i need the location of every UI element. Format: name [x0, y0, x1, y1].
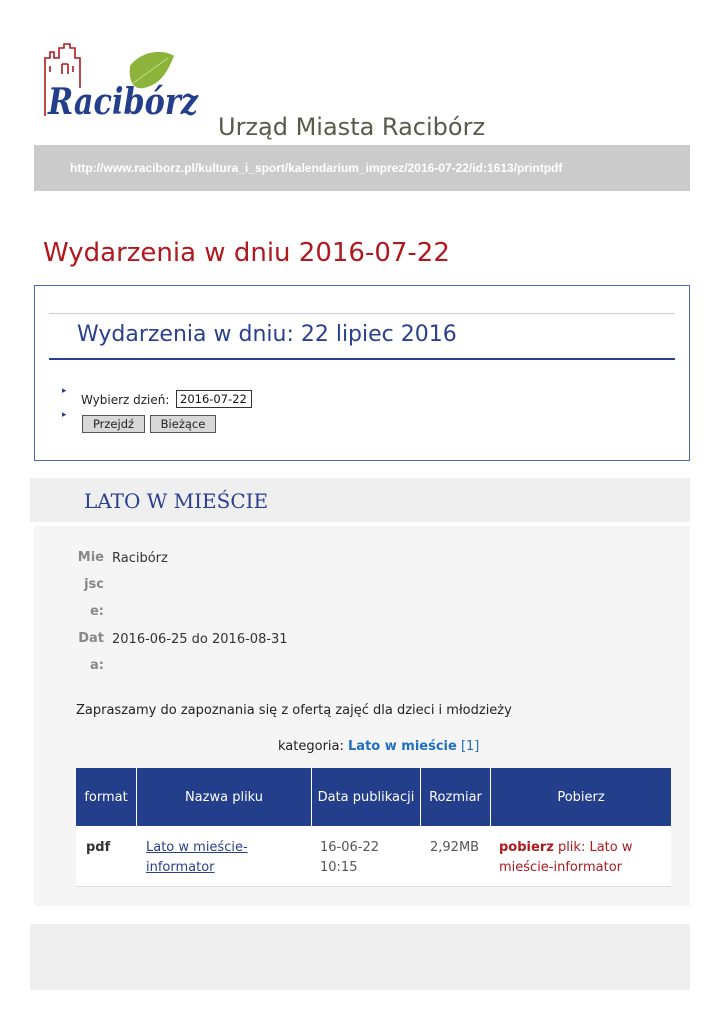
day-input[interactable]: [176, 390, 252, 408]
divider: [76, 886, 671, 887]
category-link[interactable]: Lato w mieście: [348, 739, 457, 754]
bullet-icon: ▸: [62, 410, 67, 420]
download-action[interactable]: pobierz: [499, 840, 554, 855]
column-header-format: format: [76, 768, 136, 826]
file-name-link[interactable]: Lato w mieście-informator: [146, 840, 248, 875]
page-url[interactable]: http://www.raciborz.pl/kultura_i_sport/kalendarium_imprez/2016-07-22/id:1613/printpdf: [70, 161, 563, 175]
page-heading: Wydarzenia w dniu 2016-07-22: [43, 238, 450, 268]
calendar-widget: [34, 285, 690, 461]
calendar-title: Wydarzenia w dniu: 22 lipiec 2016: [77, 322, 457, 347]
city-logo: [40, 40, 210, 130]
download-text[interactable]: plik: Lato w mieście-informator: [499, 840, 633, 875]
column-header-date: Data publikacji: [311, 768, 420, 826]
divider: [49, 313, 675, 314]
event-details: [34, 526, 690, 906]
current-button[interactable]: Bieżące: [150, 415, 216, 433]
file-date: 16-06-22 10:15: [320, 840, 380, 875]
site-title: Urząd Miasta Racibórz: [218, 113, 486, 141]
file-format: pdf: [86, 840, 111, 855]
date-value: 2016-06-25 do 2016-08-31: [112, 632, 288, 647]
footer-band: [30, 924, 690, 990]
category-prefix: kategoria:: [278, 739, 344, 754]
url-bar: [34, 145, 690, 191]
column-header-size: Rozmiar: [420, 768, 490, 826]
event-title[interactable]: LATO W MIEŚCIE: [84, 489, 269, 513]
files-table: [76, 768, 671, 887]
logo-wordmark: Racibórz: [47, 81, 200, 123]
file-size: 2,92MB: [430, 840, 480, 855]
column-header-name: Nazwa pliku: [136, 768, 311, 826]
date-label: Data:: [78, 631, 104, 673]
category-count: [1]: [460, 739, 480, 754]
go-button[interactable]: Przejdź: [82, 415, 145, 433]
event-description: Zapraszamy do zapoznania się z ofertą zajęć dla dzieci i młodzieży: [76, 703, 512, 718]
day-select-label: Wybierz dzień:: [81, 393, 170, 407]
bullet-icon: ▸: [62, 386, 67, 396]
category-line: [278, 739, 479, 754]
divider: [49, 358, 675, 360]
place-label: Miejsce:: [77, 550, 104, 619]
download-link[interactable]: [499, 838, 669, 878]
event-title-band: [30, 478, 690, 522]
column-header-download: Pobierz: [490, 768, 671, 826]
place-value: Racibórz: [112, 551, 168, 566]
